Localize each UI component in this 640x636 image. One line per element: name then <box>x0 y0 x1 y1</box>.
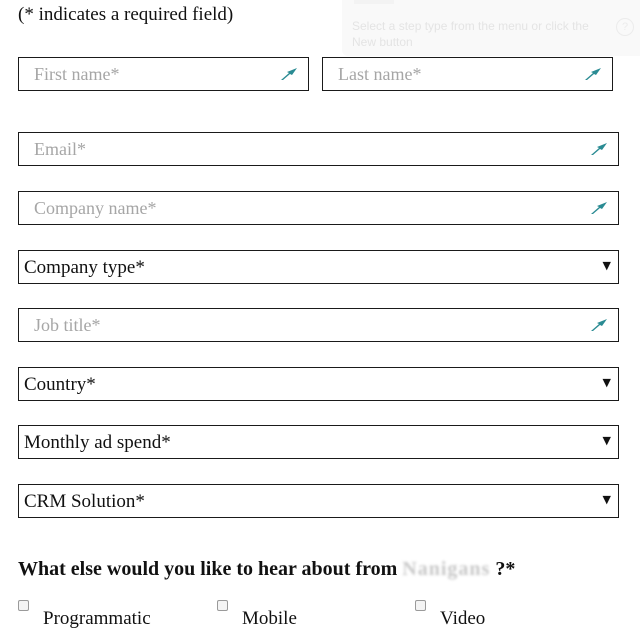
email-field[interactable] <box>18 132 619 166</box>
interest-question <box>18 558 515 581</box>
required-note: (* indicates a required field) <box>18 4 234 25</box>
dropdown-arrow-icon: ▼ <box>602 376 611 389</box>
help-icon[interactable]: ? <box>616 18 634 36</box>
first-name-field[interactable] <box>18 57 309 91</box>
company-name-field[interactable] <box>18 191 619 225</box>
step-type-tooltip <box>342 0 640 56</box>
company-type-select[interactable] <box>18 250 619 284</box>
crm-value: CRM Solution* <box>24 491 145 512</box>
autofill-pen-icon[interactable] <box>590 200 610 216</box>
tooltip-text: Select a step type from the menu or click the New button <box>352 19 589 49</box>
last-name-field[interactable] <box>322 57 613 91</box>
tooltip-bar <box>354 0 394 4</box>
question-prefix: What else would you like to hear about from <box>18 558 398 580</box>
first-name-input[interactable] <box>19 58 308 90</box>
autofill-pen-icon[interactable] <box>590 317 610 333</box>
question-brand: Nanigans <box>402 558 491 580</box>
dropdown-arrow-icon: ▼ <box>602 493 611 506</box>
autofill-pen-icon[interactable] <box>590 141 610 157</box>
checkbox[interactable] <box>415 600 426 611</box>
dropdown-arrow-icon: ▼ <box>602 259 611 272</box>
option-label: Mobile <box>242 608 297 629</box>
job-title-input[interactable] <box>19 309 618 341</box>
job-title-field[interactable] <box>18 308 619 342</box>
email-input[interactable] <box>19 133 618 165</box>
checkbox[interactable] <box>217 600 228 611</box>
dropdown-arrow-icon: ▼ <box>602 434 611 447</box>
autofill-pen-icon[interactable] <box>584 66 604 82</box>
question-suffix: ?* <box>495 558 516 580</box>
company-type-value: Company type* <box>24 257 145 278</box>
checkbox[interactable] <box>18 600 29 611</box>
company-name-input[interactable] <box>19 192 618 224</box>
country-select[interactable] <box>18 367 619 401</box>
option-label: Programmatic <box>43 608 151 629</box>
last-name-input[interactable] <box>323 58 612 90</box>
country-value: Country* <box>24 374 96 395</box>
ad-spend-value: Monthly ad spend* <box>24 432 171 453</box>
ad-spend-select[interactable] <box>18 425 619 459</box>
crm-select[interactable] <box>18 484 619 518</box>
autofill-pen-icon[interactable] <box>280 66 300 82</box>
option-label: Video <box>440 608 486 629</box>
